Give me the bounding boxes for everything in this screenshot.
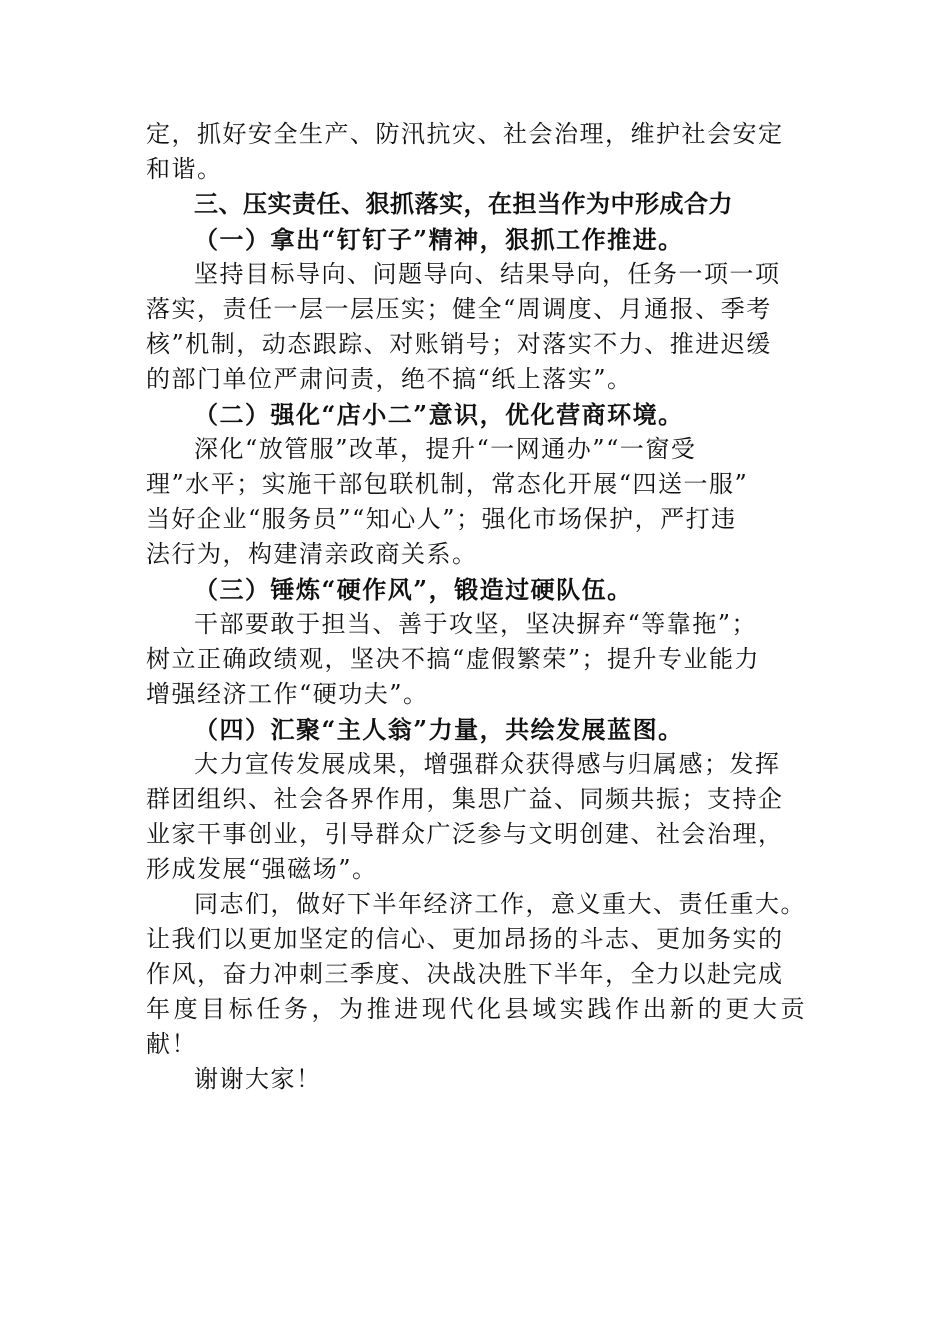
text-line: 的部门单位严肃问责，绝不搞“纸上落实”。 [146, 365, 633, 393]
thanks-line: 谢谢大家！ [194, 1065, 322, 1093]
subsection-paragraph-2 [146, 432, 806, 572]
text-line: 理”水平；实施干部包联机制，常态化开展“四送一服” [146, 470, 749, 498]
text-line: 核”机制，动态跟踪、对账销号；对落实不力、推进迟缓 [146, 330, 772, 358]
text-line: 落实，责任一层一层压实；健全“周调度、月通报、季考 [146, 295, 772, 323]
continuation-paragraph [146, 117, 806, 187]
text-line: 大力宣传发展成果，增强群众获得感与归属感；发挥 [194, 750, 781, 778]
subsection-title-3: （三）锤炼“硬作风”，锻造过硬队伍。 [194, 575, 633, 604]
text-line: 作风，奋力冲刺三季度、决战决胜下半年，全力以赴完成 [146, 960, 784, 988]
subsection-paragraph-4 [146, 747, 806, 887]
text-line: 当好企业“服务员”“知心人”；强化市场保护，严打违 [146, 505, 737, 533]
text-line: 和谐。 [146, 155, 223, 183]
subsection-paragraph-1 [146, 257, 806, 397]
text-line: 年度目标任务，为推进现代化县域实践作出新的更大贡献！ [146, 995, 806, 1058]
text-line: 树立正确政绩观，坚决不搞“虚假繁荣”；提升专业能力 [146, 645, 761, 673]
text-line: 干部要敢于担当、善于攻坚，坚决摒弃“等靠拖”； [194, 610, 758, 638]
text-line: 群团组织、社会各界作用，集思广益、同频共振；支持企 [146, 785, 784, 813]
text-line: 法行为，构建清亲政商关系。 [146, 540, 478, 568]
text-line: 增强经济工作“硬功夫”。 [146, 680, 429, 708]
text-line: 同志们，做好下半年经济工作，意义重大、责任重大。 [194, 890, 806, 918]
subsection-title-1: （一）拿出“钉钉子”精神，狠抓工作推进。 [194, 225, 684, 254]
text-line: 定，抓好安全生产、防汛抗灾、社会治理，维护社会安定 [146, 120, 784, 148]
text-line: 形成发展“强磁场”。 [146, 855, 378, 883]
text-line: 让我们以更加坚定的信心、更加昂扬的斗志、更加务实的 [146, 925, 784, 953]
section-title: 三、压实责任、狠抓落实，在担当作为中形成合力 [194, 190, 733, 218]
closing-paragraph [146, 887, 806, 1062]
text-line: 业家干事创业，引导群众广泛参与文明创建、社会治理， [146, 820, 784, 848]
subsection-title-4: （四）汇聚“主人翁”力量，共绘发展蓝图。 [194, 715, 684, 744]
document-body [146, 117, 806, 1097]
text-line: 坚持目标导向、问题导向、结果导向，任务一项一项 [194, 260, 781, 288]
subsection-paragraph-3 [146, 607, 806, 712]
text-line: 深化“放管服”改革，提升“一网通办”“一窗受 [194, 435, 697, 463]
subsection-title-2: （二）强化“店小二”意识，优化营商环境。 [194, 400, 684, 429]
